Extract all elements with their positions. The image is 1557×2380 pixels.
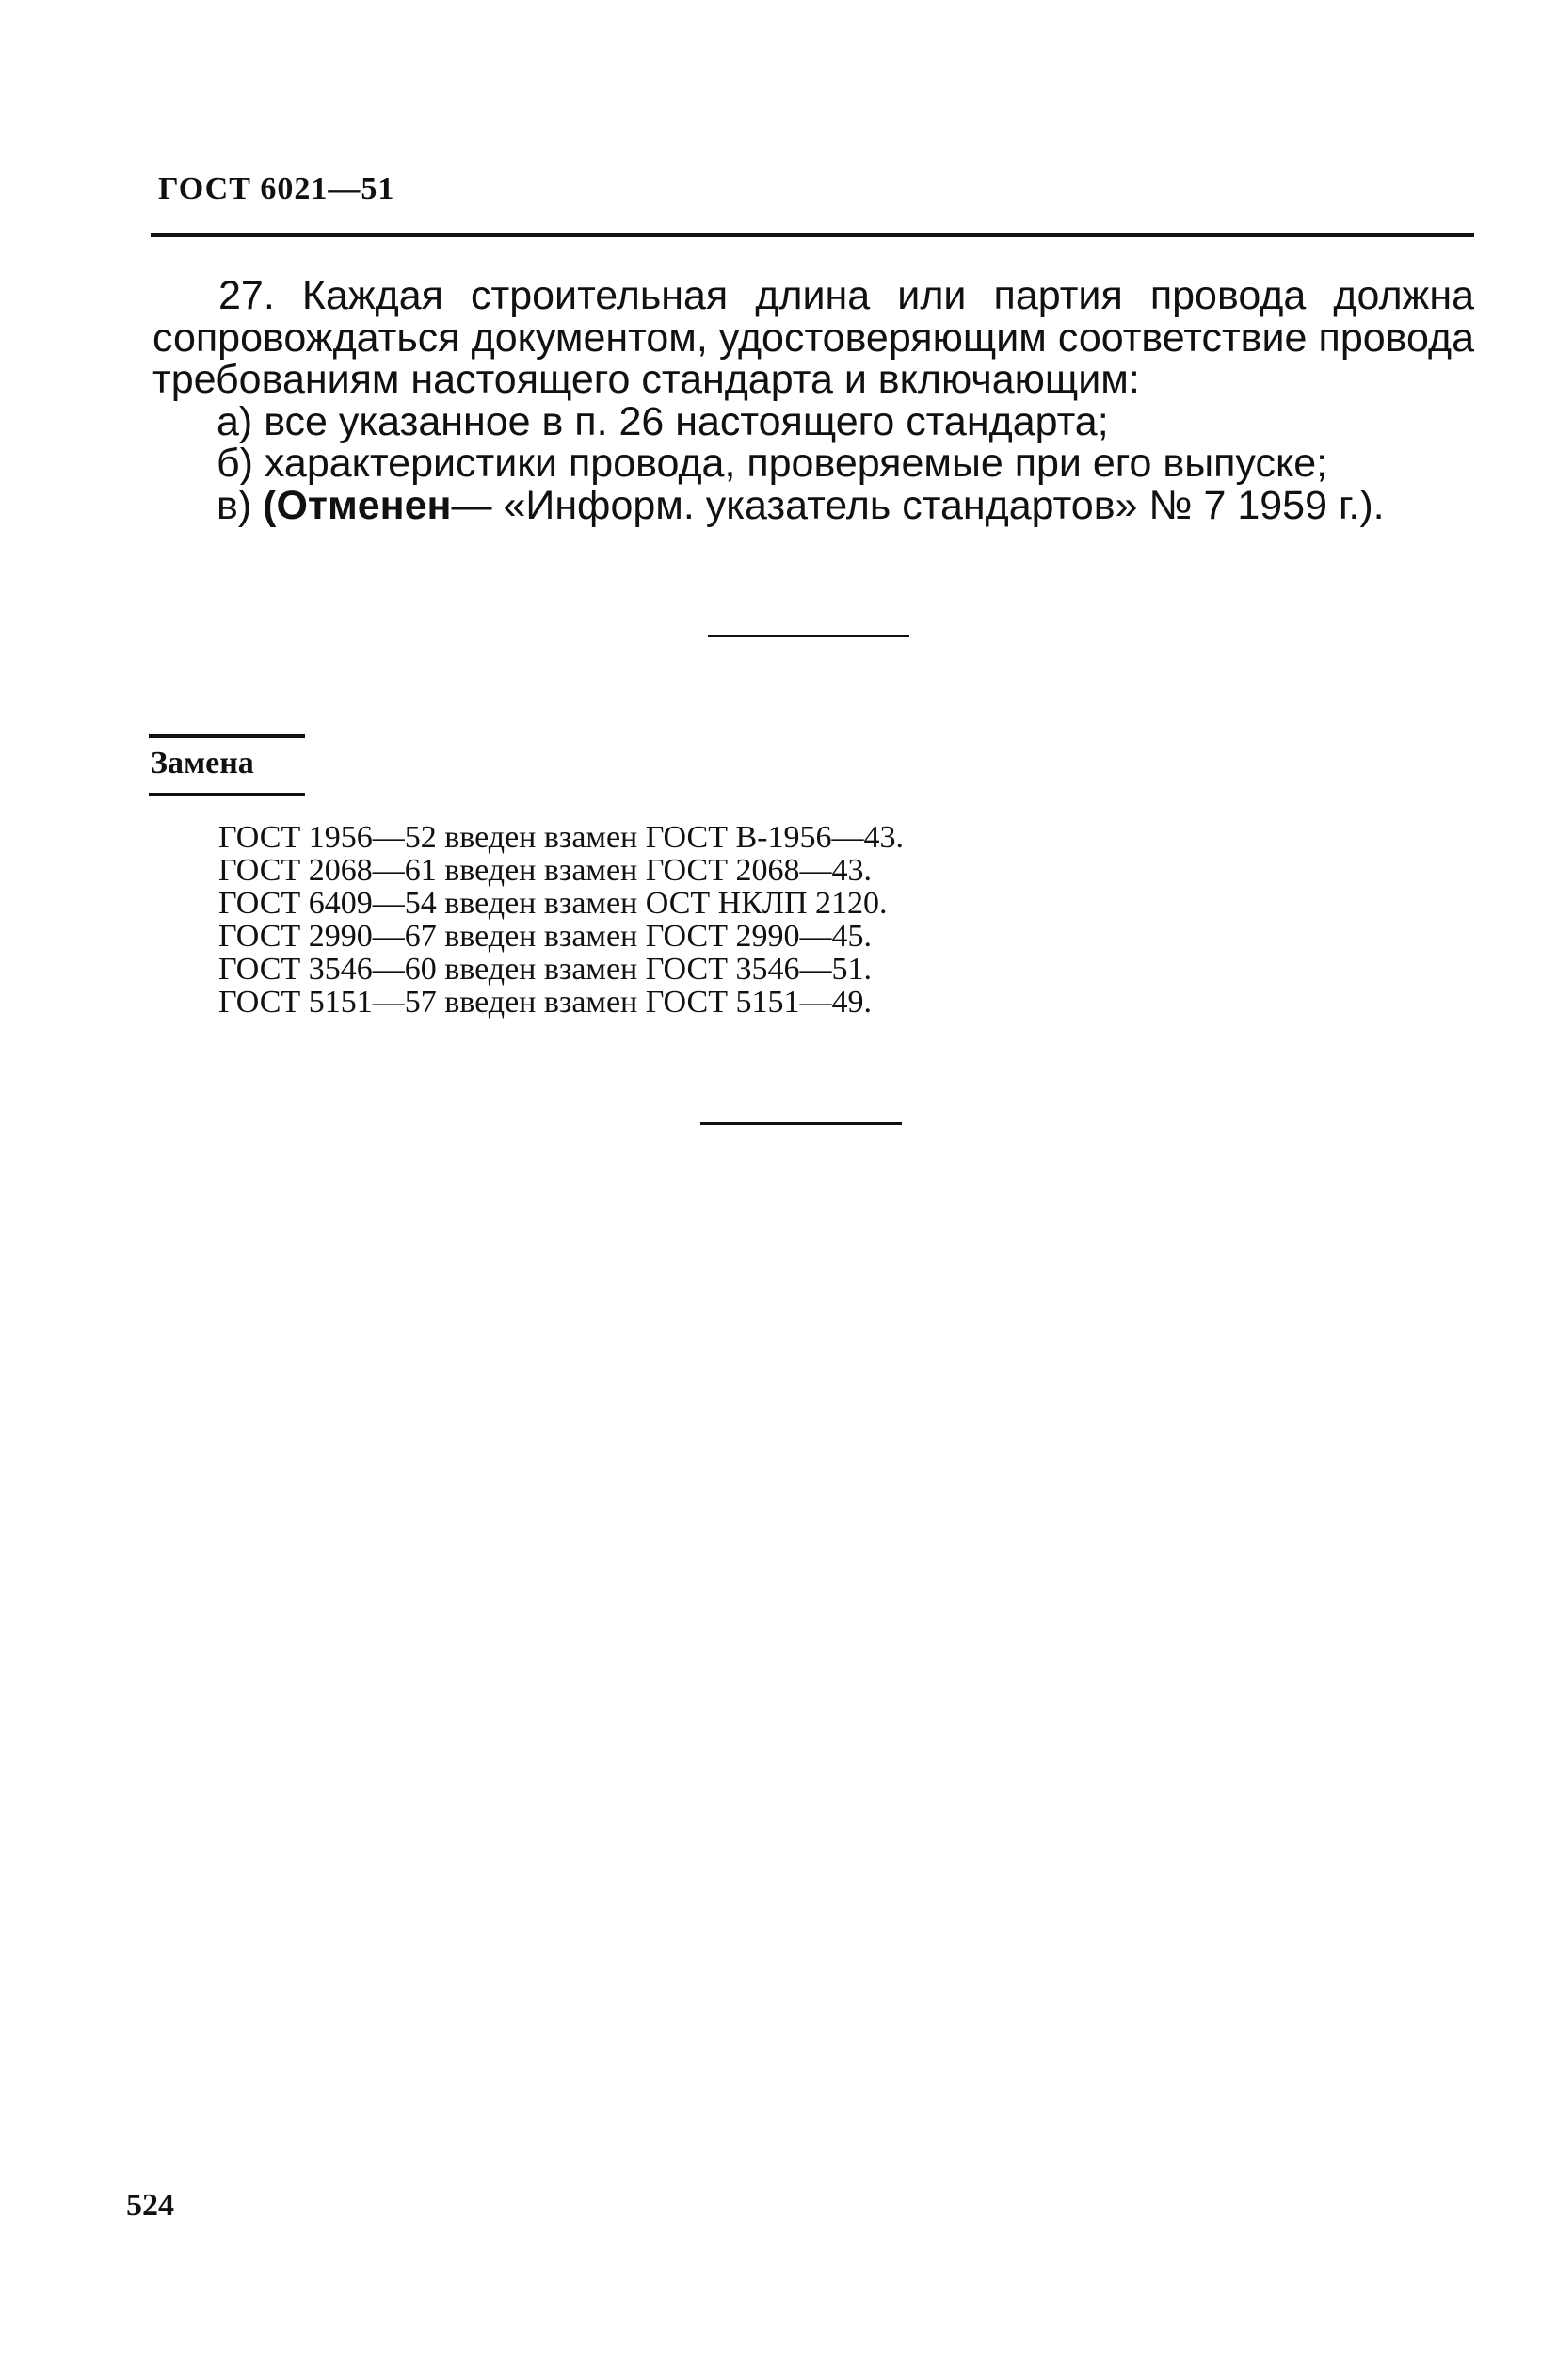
item-marker: в) [217, 482, 252, 528]
replacement-list [218, 821, 904, 1019]
item-text: — «Информ. указатель стандартов» № 7 1959 г.). [451, 482, 1385, 528]
section-separator [708, 635, 909, 637]
replacement-row: ГОСТ 3546—60 введен взамен ГОСТ 3546—51. [218, 952, 872, 987]
replacement-title-top-rule [149, 734, 305, 738]
replacement-row: ГОСТ 5151—57 введен взамен ГОСТ 5151—49. [218, 985, 872, 1020]
item-marker: а) [217, 398, 253, 444]
item-marker: б) [217, 441, 253, 486]
section-27-item-b [152, 442, 1474, 485]
replacement-title-bottom-rule [149, 793, 305, 796]
replacement-row: ГОСТ 2068—61 введен взамен ГОСТ 2068—43. [218, 853, 872, 888]
section-27-intro: 27. Каждая строительная длина или партия провода должна сопровождаться документом, удостоверяющим соответствие провода требованиям настоящего стандарта и включающим: [152, 273, 1474, 402]
item-text: все указанное в п. 26 настоящего стандарта; [264, 398, 1109, 444]
section-27-item-a [152, 398, 1474, 444]
page-number: 524 [126, 2188, 174, 2223]
document-header: ГОСТ 6021—51 [158, 171, 395, 206]
replacement-row: ГОСТ 6409—54 введен взамен ОСТ НКЛП 2120. [218, 886, 888, 921]
replacement-row: ГОСТ 1956—52 введен взамен ГОСТ В-1956—43. [218, 820, 904, 855]
replacement-row: ГОСТ 2990—67 введен взамен ГОСТ 2990—45. [218, 919, 872, 954]
replacement-title: Замена [151, 746, 254, 780]
header-divider [151, 233, 1474, 237]
end-separator [700, 1122, 902, 1125]
section-27-item-v [152, 482, 1474, 528]
section-27 [152, 275, 1474, 526]
item-text: характеристики провода, проверяемые при его выпуске; [264, 441, 1328, 486]
item-bold-text: (Отменен [263, 482, 452, 528]
